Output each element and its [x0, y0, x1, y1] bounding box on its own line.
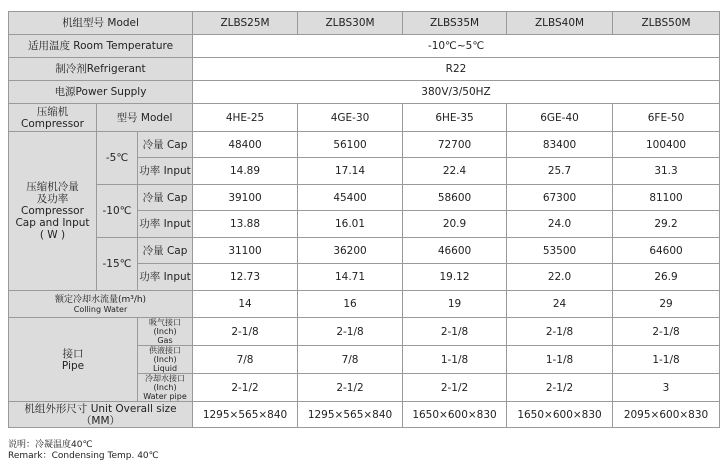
cap-label: 冷量 Cap	[138, 238, 193, 264]
cap-value: 81100	[613, 185, 720, 211]
input-label: 功率 Input	[138, 158, 193, 185]
cap-label: 冷量 Cap	[138, 132, 193, 158]
compressor-model: 4GE-30	[298, 104, 403, 132]
cap-row	[9, 185, 720, 211]
power-label: 电源Power Supply	[9, 81, 193, 104]
refrigerant-label: 制冷剂Refrigerant	[9, 58, 193, 81]
compressor-row	[9, 104, 720, 132]
cap-value: 46600	[403, 238, 507, 264]
input-value: 22.0	[507, 264, 613, 291]
pipe-sub-label-cn: 供液接口(Inch)	[149, 346, 181, 364]
input-value: 16.01	[298, 211, 403, 238]
cap-value: 45400	[298, 185, 403, 211]
size-row	[9, 402, 720, 428]
model-header-label: 机组型号 Model	[9, 12, 193, 35]
cap-row	[9, 132, 720, 158]
cap-value: 31100	[193, 238, 298, 264]
size-value: 1650×600×830	[403, 402, 507, 428]
pipe-label-cn: 接口	[62, 347, 84, 360]
room-temp-label: 适用温度 Room Temperature	[9, 35, 193, 58]
pipe-sub-label-en: Liquid	[152, 364, 178, 373]
model-name: ZLBS35M	[403, 12, 507, 35]
pipe-sub-label	[138, 374, 193, 402]
capacity-label-line: ( W )	[39, 229, 66, 241]
input-value: 24.0	[507, 211, 613, 238]
power-row	[9, 81, 720, 104]
water-flow-value: 24	[507, 291, 613, 318]
capacity-label-line: Cap and Input	[15, 217, 90, 229]
cap-temp-label: -10℃	[97, 185, 138, 238]
compressor-label-cn: 压缩机	[36, 105, 69, 118]
size-value: 1295×565×840	[193, 402, 298, 428]
pipe-value: 3	[613, 374, 720, 402]
refrigerant-value: R22	[193, 58, 720, 81]
compressor-model-label: 型号 Model	[97, 104, 193, 132]
cap-value: 100400	[613, 132, 720, 158]
remark-en: Remark：Condensing Temp. 40℃	[8, 451, 159, 461]
pipe-label-en: Pipe	[61, 359, 85, 372]
cap-value: 72700	[403, 132, 507, 158]
input-label: 功率 Input	[138, 211, 193, 238]
pipe-value: 2-1/2	[507, 374, 613, 402]
pipe-value: 2-1/2	[403, 374, 507, 402]
pipe-value: 2-1/2	[193, 374, 298, 402]
water-flow-value: 14	[193, 291, 298, 318]
water-flow-row	[9, 291, 720, 318]
input-value: 17.14	[298, 158, 403, 185]
spec-table	[8, 11, 720, 428]
remarks	[8, 440, 159, 462]
capacity-label	[9, 132, 97, 291]
capacity-label-line: Compressor	[21, 205, 84, 217]
refrigerant-row	[9, 58, 720, 81]
capacity-label-line: 压缩机冷量	[26, 181, 79, 193]
room-temp-row	[9, 35, 720, 58]
size-value: 2095×600×830	[613, 402, 720, 428]
pipe-sub-label-cn: 吸气接口(Inch)	[149, 318, 181, 336]
water-flow-value: 16	[298, 291, 403, 318]
cap-value: 83400	[507, 132, 613, 158]
model-name: ZLBS50M	[613, 12, 720, 35]
input-label: 功率 Input	[138, 264, 193, 291]
input-value: 26.9	[613, 264, 720, 291]
power-value: 380V/3/50HZ	[193, 81, 720, 104]
pipe-value: 2-1/8	[403, 318, 507, 346]
water-flow-value: 29	[613, 291, 720, 318]
compressor-model: 4HE-25	[193, 104, 298, 132]
pipe-value: 1-1/8	[613, 346, 720, 374]
pipe-value: 2-1/2	[298, 374, 403, 402]
water-flow-label	[9, 291, 193, 318]
pipe-value: 1-1/8	[403, 346, 507, 374]
input-value: 19.12	[403, 264, 507, 291]
pipe-value: 2-1/8	[507, 318, 613, 346]
input-value: 31.3	[613, 158, 720, 185]
pipe-sub-label-cn: 冷却水接口(Inch)	[145, 374, 185, 392]
pipe-label	[9, 318, 138, 402]
input-value: 14.71	[298, 264, 403, 291]
model-name: ZLBS25M	[193, 12, 298, 35]
cap-value: 58600	[403, 185, 507, 211]
pipe-sub-label	[138, 318, 193, 346]
remark-cn: 说明：冷凝温度40℃	[8, 440, 93, 450]
model-name: ZLBS30M	[298, 12, 403, 35]
water-flow-label-en: Colling Water	[73, 304, 128, 314]
pipe-sub-label-en: Gas	[157, 336, 173, 345]
compressor-label-en: Compressor	[21, 117, 84, 130]
header-row	[9, 12, 720, 35]
input-value: 29.2	[613, 211, 720, 238]
model-name: ZLBS40M	[507, 12, 613, 35]
cap-value: 56100	[298, 132, 403, 158]
size-value: 1295×565×840	[298, 402, 403, 428]
compressor-model: 6GE-40	[507, 104, 613, 132]
pipe-value: 2-1/8	[298, 318, 403, 346]
pipe-value: 2-1/8	[193, 318, 298, 346]
cap-value: 64600	[613, 238, 720, 264]
compressor-label	[9, 104, 97, 132]
input-value: 25.7	[507, 158, 613, 185]
size-value: 1650×600×830	[507, 402, 613, 428]
water-flow-value: 19	[403, 291, 507, 318]
compressor-model: 6FE-50	[613, 104, 720, 132]
input-value: 20.9	[403, 211, 507, 238]
cap-value: 48400	[193, 132, 298, 158]
cap-value: 36200	[298, 238, 403, 264]
pipe-value: 7/8	[193, 346, 298, 374]
water-flow-label-cn: 额定冷却水流量(m³/h)	[54, 294, 147, 305]
compressor-model: 6HE-35	[403, 104, 507, 132]
cap-value: 67300	[507, 185, 613, 211]
input-value: 12.73	[193, 264, 298, 291]
size-label: 机组外形尺寸 Unit Overall size（MM）	[9, 402, 193, 428]
cap-value: 53500	[507, 238, 613, 264]
room-temp-value: -10℃~5℃	[193, 35, 720, 58]
cap-value: 39100	[193, 185, 298, 211]
pipe-row	[9, 318, 720, 346]
pipe-sub-label	[138, 346, 193, 374]
cap-label: 冷量 Cap	[138, 185, 193, 211]
capacity-label-line: 及功率	[36, 193, 69, 205]
input-value: 14.89	[193, 158, 298, 185]
pipe-sub-label-en: Water pipe	[143, 392, 187, 401]
pipe-value: 2-1/8	[613, 318, 720, 346]
input-value: 13.88	[193, 211, 298, 238]
pipe-value: 1-1/8	[507, 346, 613, 374]
pipe-value: 7/8	[298, 346, 403, 374]
cap-row	[9, 238, 720, 264]
cap-temp-label: -5℃	[97, 132, 138, 185]
input-value: 22.4	[403, 158, 507, 185]
cap-temp-label: -15℃	[97, 238, 138, 291]
